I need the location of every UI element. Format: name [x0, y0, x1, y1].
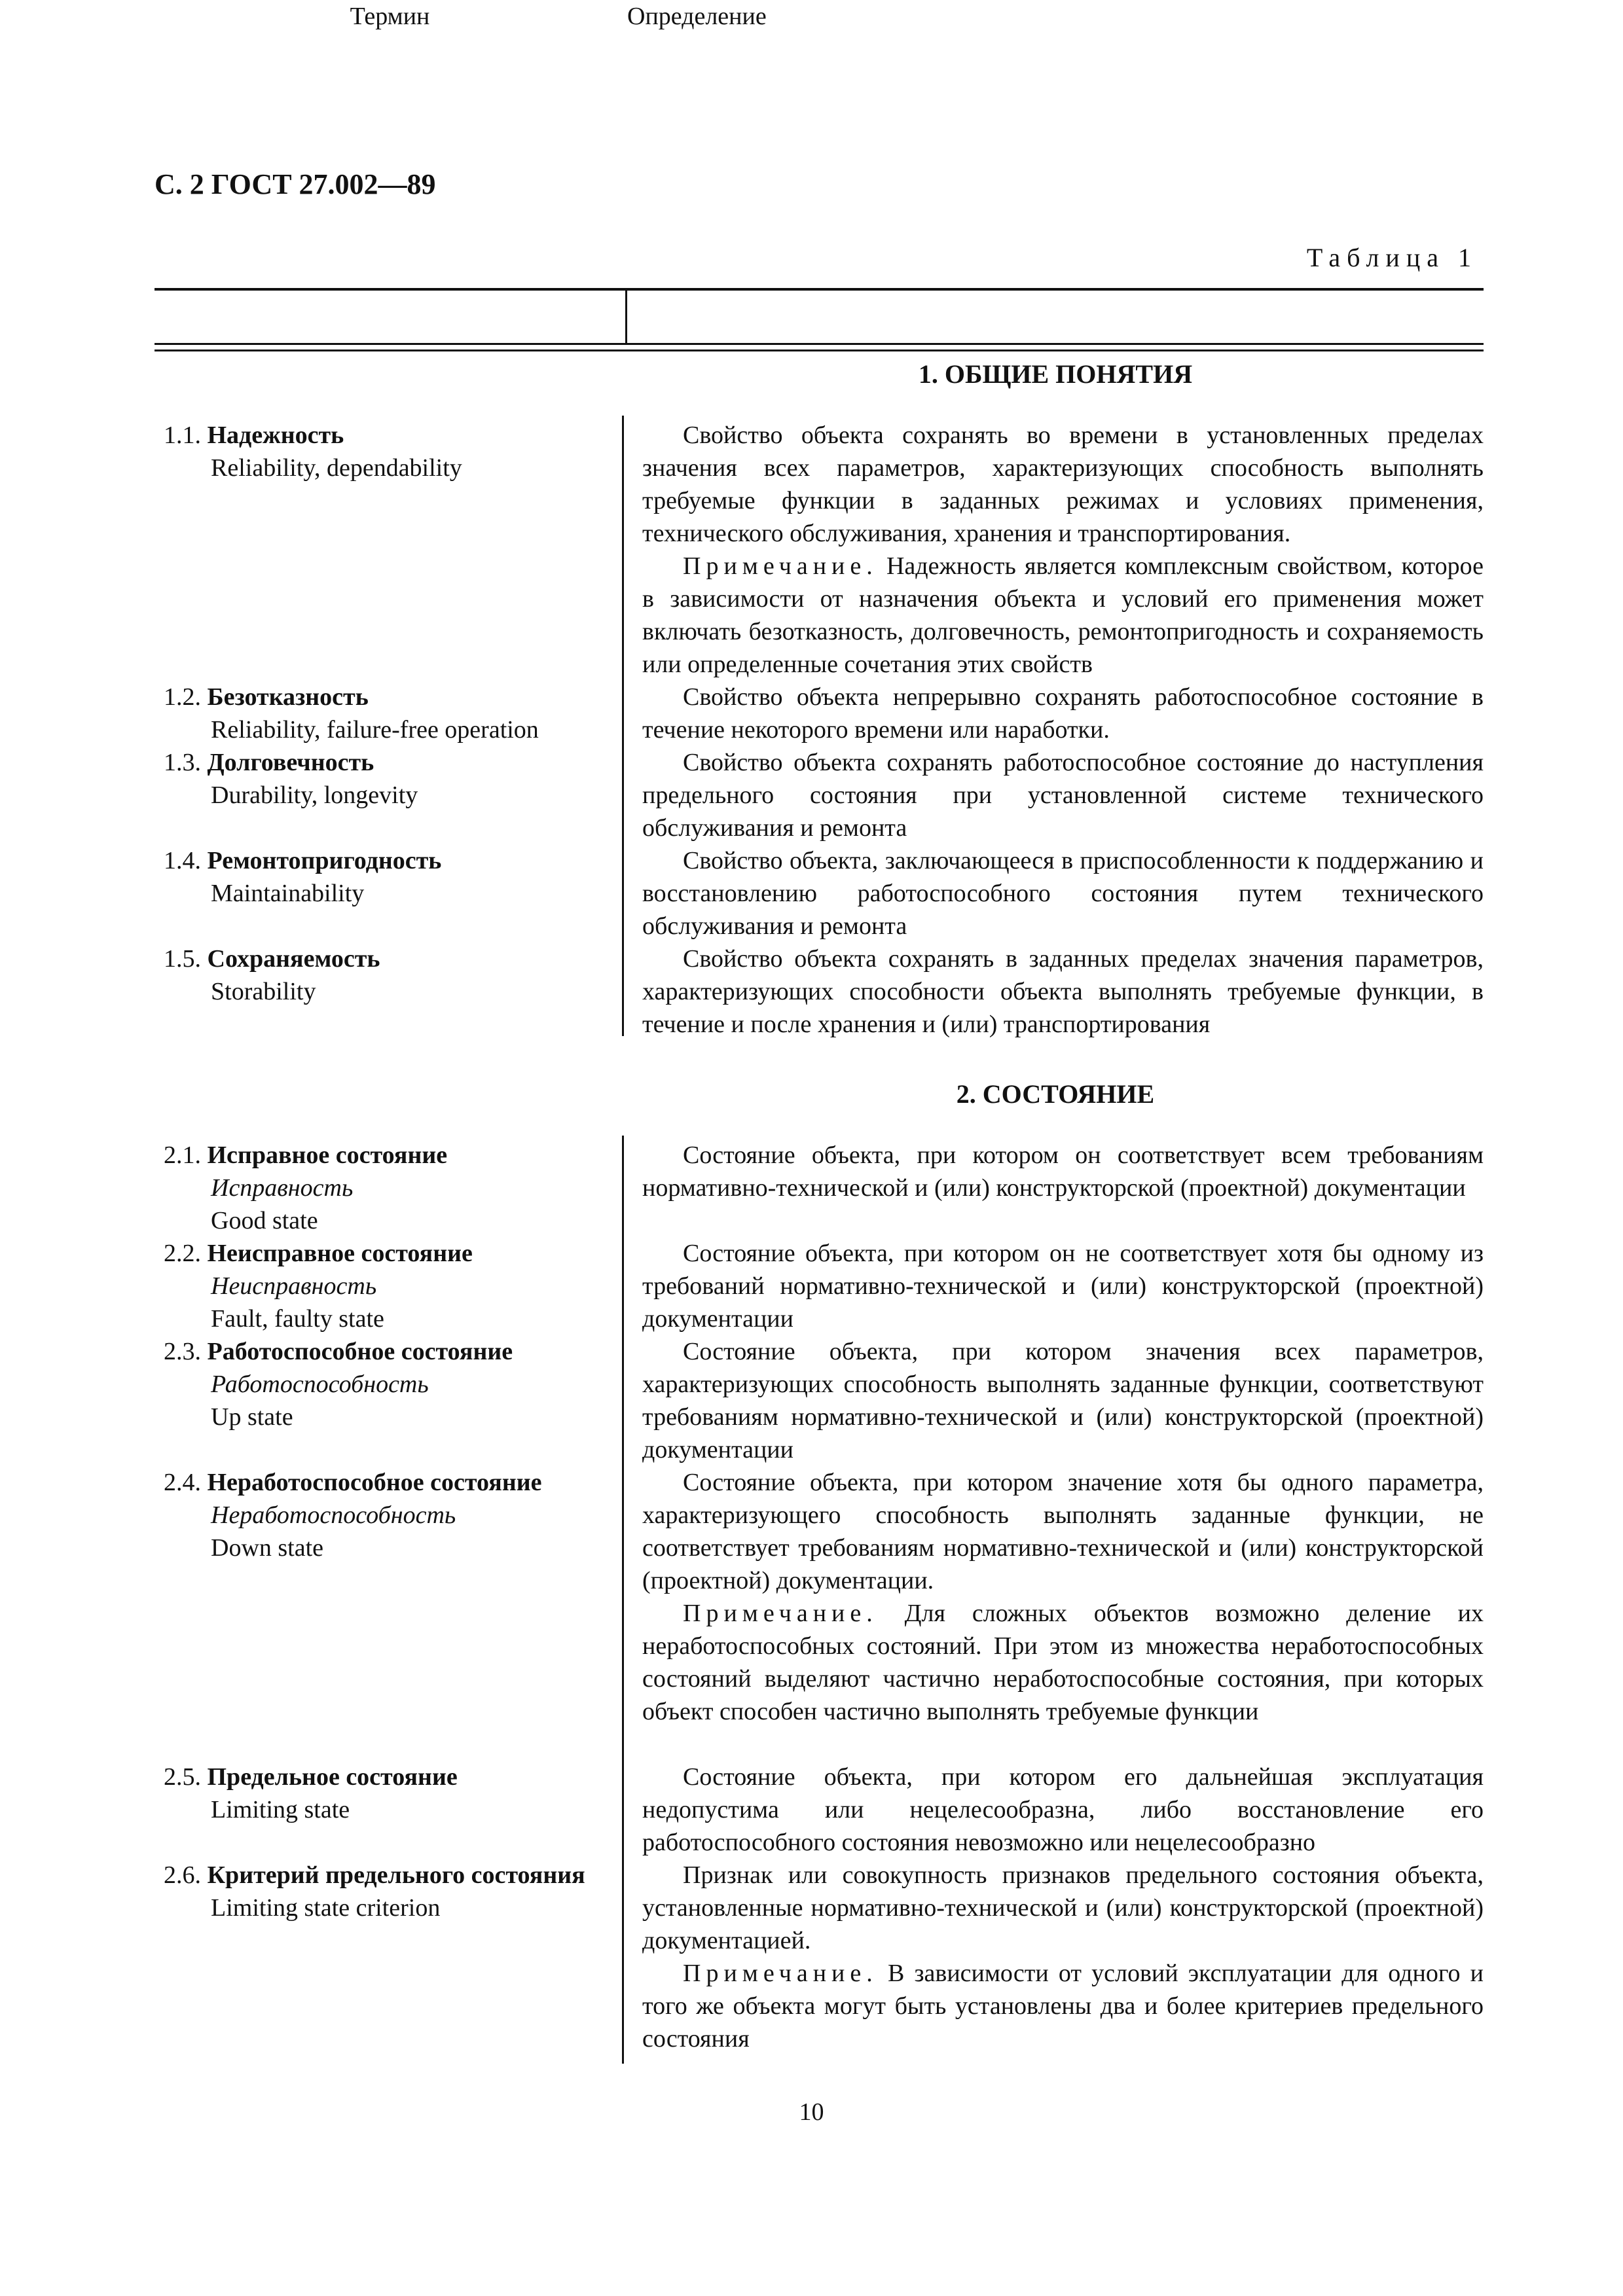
column-header-definition: Определение	[627, 3, 767, 30]
section-title: 2. СОСТОЯНИЕ	[956, 1079, 1155, 1109]
column-divider	[622, 1136, 624, 2064]
page-header: С. 2 ГОСТ 27.002—89	[155, 168, 436, 200]
column-divider	[622, 416, 624, 1036]
term-cell	[164, 844, 622, 910]
note-label: Примечание.	[683, 1600, 878, 1627]
term-english: Limiting state criterion	[211, 1894, 441, 1922]
term-name: Долговечность	[207, 749, 374, 776]
column-header-term: Термин	[350, 3, 430, 30]
term-name: Надежность	[207, 422, 344, 449]
definition-cell	[642, 681, 1484, 746]
term-english: Up state	[211, 1403, 293, 1431]
table-top-rule	[155, 288, 1484, 291]
definition-text: Состояние объекта, при котором он соответствует всем требованиям нормативно-технической и (или) конструкторской (проектной) документации	[642, 1141, 1484, 1202]
page-number: 10	[799, 2098, 824, 2126]
definition-cell	[642, 419, 1484, 681]
term-cell	[164, 681, 622, 746]
term-name: Предельное состояние	[207, 1763, 458, 1791]
term-cell	[164, 419, 622, 484]
term-name: Ремонтопригодность	[207, 847, 442, 874]
definition-cell	[642, 942, 1484, 1041]
term-cell	[164, 746, 622, 812]
definition-note	[642, 1597, 1484, 1728]
term-number: 1.1.	[164, 422, 201, 449]
definition-cell	[642, 1466, 1484, 1728]
term-cell	[164, 1237, 622, 1335]
term-english: Reliability, failure-free operation	[211, 716, 539, 744]
definition-text: Состояние объекта, при котором он не соответствует хотя бы одному из требований нормативно-технической и (или) конструкторской (проектной) документации	[642, 1240, 1484, 1333]
term-name: Неисправное состояние	[207, 1240, 473, 1267]
term-number: 2.4.	[164, 1469, 201, 1496]
definition-text: Признак или совокупность признаков предельного состояния объекта, установленные нормативно-технической и (или) конструкторской (проектной) документацией.	[642, 1861, 1484, 1954]
term-english: Maintainability	[211, 880, 365, 907]
term-number: 2.5.	[164, 1763, 201, 1791]
table-caption: Таблица 1	[1306, 243, 1478, 272]
term-synonym: Исправность	[211, 1174, 354, 1202]
definition-text: Свойство объекта сохранять работоспособное состояние до наступления предельного состояния при установленной системе технического обслуживания и ремонта	[642, 749, 1484, 842]
definition-cell	[642, 1237, 1484, 1335]
section-title: 1. ОБЩИЕ ПОНЯТИЯ	[918, 359, 1193, 389]
table-header-rule	[155, 343, 1484, 345]
term-cell	[164, 1761, 622, 1826]
term-synonym: Неисправность	[211, 1272, 377, 1300]
definition-text: Свойство объекта непрерывно сохранять работоспособное состояние в течение некоторого времени или наработки.	[642, 683, 1484, 744]
term-number: 1.3.	[164, 749, 201, 776]
term-english: Fault, faulty state	[211, 1305, 384, 1333]
term-synonym: Неработоспособность	[211, 1501, 456, 1529]
term-name: Критерий предельного состояния	[207, 1861, 585, 1889]
term-number: 1.2.	[164, 683, 201, 711]
term-number: 2.6.	[164, 1861, 201, 1889]
term-number: 2.3.	[164, 1338, 201, 1365]
term-cell	[164, 1335, 622, 1433]
definition-text: Состояние объекта, при котором значения всех параметров, характеризующих способность выполнять заданные функции, соответствуют требованиям нормативно-технической и (или) конструкторской (проектной) документации	[642, 1338, 1484, 1463]
term-cell	[164, 1466, 622, 1564]
term-english: Durability, longevity	[211, 781, 418, 809]
term-cell	[164, 942, 622, 1008]
term-name: Исправное состояние	[207, 1141, 448, 1169]
term-cell	[164, 1859, 622, 1924]
term-english: Down state	[211, 1534, 324, 1562]
definition-cell	[642, 1335, 1484, 1466]
term-name: Безотказность	[207, 683, 369, 711]
term-synonym: Работоспособность	[211, 1371, 429, 1398]
note-text: Для сложных объектов возможно деление их неработоспособных состояний. При этом из множества неработоспособных состояний выделяют частично неработоспособные состояния, при которых объект способен частично выполнять требуемые функции	[642, 1600, 1484, 1725]
definition-cell	[642, 1859, 1484, 2055]
term-number: 1.5.	[164, 945, 201, 973]
table-header-rule-double	[155, 350, 1484, 351]
definition-cell	[642, 1761, 1484, 1859]
note-text: В зависимости от условий эксплуатации для одного и того же объекта могут быть установлены два и более критериев предельного состояния	[642, 1960, 1484, 2053]
definition-note	[642, 1957, 1484, 2055]
term-number: 2.2.	[164, 1240, 201, 1267]
term-number: 2.1.	[164, 1141, 201, 1169]
note-label: Примечание.	[683, 552, 878, 580]
term-english: Limiting state	[211, 1796, 350, 1823]
definition-text: Состояние объекта, при котором значение хотя бы одного параметра, характеризующего способность выполнять заданные функции, не соответствует требованиям нормативно-технической и (или) конструкторской (проектной) документации.	[642, 1469, 1484, 1594]
term-name: Работоспособное состояние	[207, 1338, 513, 1365]
definition-note	[642, 550, 1484, 681]
term-english: Reliability, dependability	[211, 454, 462, 482]
term-name: Сохраняемость	[207, 945, 380, 973]
term-cell	[164, 1139, 622, 1237]
definition-text: Свойство объекта, заключающееся в приспособленности к поддержанию и восстановлению работоспособного состояния путем технического обслуживания и ремонта	[642, 847, 1484, 940]
term-name: Неработоспособное состояние	[207, 1469, 542, 1496]
definition-cell	[642, 746, 1484, 844]
note-text: Надежность является комплексным свойством, которое в зависимости от назначения объекта и условий его применения может включать безотказность, долговечность, ремонтопригодность и сохраняемость или определенные сочетания этих свойств	[642, 552, 1484, 678]
definition-cell	[642, 844, 1484, 942]
term-english: Storability	[211, 978, 316, 1005]
table-header-separator	[625, 291, 627, 344]
term-english: Good state	[211, 1207, 318, 1234]
term-number: 1.4.	[164, 847, 201, 874]
definition-cell	[642, 1139, 1484, 1204]
definition-text: Состояние объекта, при котором его дальнейшая эксплуатация недопустима или нецелесообразна, либо восстановление его работоспособного состояния невозможно или нецелесообразно	[642, 1763, 1484, 1856]
definition-text: Свойство объекта сохранять в заданных пределах значения параметров, характеризующих способности объекта выполнять требуемые функции, в течение и после хранения и (или) транспортирования	[642, 945, 1484, 1038]
note-label: Примечание.	[683, 1960, 878, 1987]
definition-text: Свойство объекта сохранять во времени в установленных пределах значения всех параметров, характеризующих способность выполнять требуемые функции в заданных режимах и условиях применения, технического обслуживания, хранения и транспортирования.	[642, 422, 1484, 547]
